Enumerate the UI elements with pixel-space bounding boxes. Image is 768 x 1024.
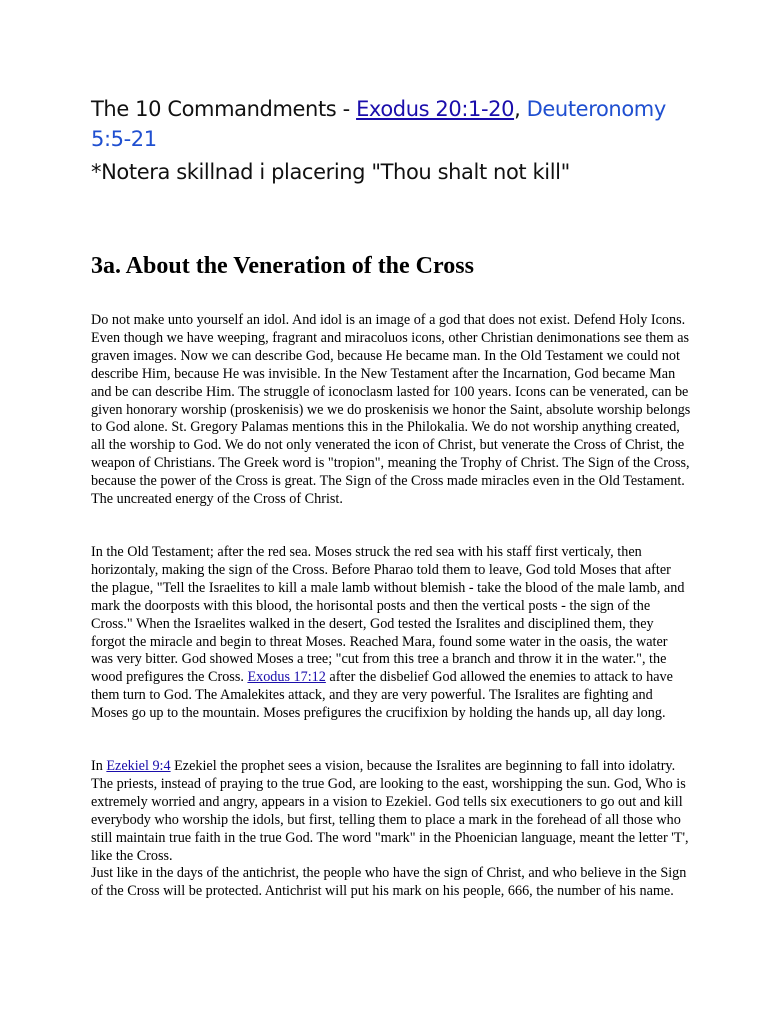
paragraph-3-text-a: In <box>91 758 107 774</box>
paragraph-2 <box>91 544 691 723</box>
paragraph-2-text-a: In the Old Testament; after the red sea. Moses struck the red sea with his staff first verticaly, then horizontaly, making the sign of the Cross. Before Pharao told them to leave, God told Moses that after the plague, "Tell the Israelites to kill a male lamb without blemish - take the blood of the male lamb, and mark the doorposts with this blood, the horisontal posts and then the vertical posts - the sign of the Cross." When the Israelites walked in the desert, God tested the Isralites and disciplined them, they forgot the miracle and begin to threat Moses. Reached Mara, found some water in the oasis, the water was very bitter. God showed Moses a tree; "cut from this tree a branch and throw it in the water.", the wood prefigures the Cross. <box>91 544 685 686</box>
section-title: 3a. About the Veneration of the Cross <box>91 253 474 279</box>
heading-note: *Notera skillnad i placering "Thou shalt not kill" <box>91 160 570 184</box>
paragraph-3 <box>91 758 691 901</box>
paragraph-1 <box>91 312 691 509</box>
ezekiel-link[interactable]: Ezekiel 9:4 <box>106 758 171 774</box>
heading-prefix: The 10 Commandments - <box>91 97 357 121</box>
exodus-link[interactable]: Exodus 20:1-20 <box>356 97 515 121</box>
heading-separator: , <box>514 97 527 121</box>
paragraph-2-text-b: after the disbelief God allowed the enemies to attack to have them turn to God. The Amalekites attack, and they are very powerful. The Isralites are fighting and Moses go up to the mountain. Moses prefigures the crucifixion by holding the hands up, all day long. <box>91 669 673 722</box>
deuteronomy-link[interactable]: Deuteronomy 5:5-21 <box>91 97 666 151</box>
exodus-17-link[interactable]: Exodus 17:12 <box>247 669 326 686</box>
paragraph-3-text-b: Ezekiel the prophet sees a vision, because the Isralites are beginning to fall into idolatry. The priests, instead of praying to the true God, are looking to the east, worshipping the sun. God, Who is extremely worried and angry, appears in a vision to Ezekiel. God tells six executioners to go out and kill everybody who worship the idols, but first, telling them to place a mark in the forehead of all those who still maintain true faith in the true God. The word "mark" in the Phoenician language, meant the letter 'T', like the Cross. <box>91 758 689 864</box>
paragraph-1-text: Do not make unto yourself an idol. And idol is an image of a god that does not exist. Defend Holy Icons. Even though we have weeping, fragrant and miracoluos icons, other Christian denimonations see them as graven images. Now we can describe God, because He became man. In the Old Testament we could not describe Him, because He was invisible. In the New Testament after the Incarnation, God became Man and be can describe Him. The struggle of iconoclasm lasted for 100 years. Icons can be venerated, can be given honorary worship (proskenisis) we we do proskenisis we honor the Saint, absolute worship belongs to God alone. St. Gregory Palamas mentions this in the Philokalia. We do not worship anything created, all the worship to God. We do not only venerated the icon of Christ, but venerate the Cross of Christ, the weapon of Christians. The Greek word is "tropion", meaning the Trophy of Christ. The Sign of the Cross, because the power of the Cross is great. The Sign of the Cross made miracles even in the Old Testament. The uncreated energy of the Cross of Christ. <box>91 312 691 508</box>
paragraph-4-text: Just like in the days of the antichrist, the people who have the sign of Christ, and who believe in the Sign of the Cross will be protected. Antichrist will put his mark on his people, 666, the number of his name. <box>91 865 687 900</box>
commandments-heading <box>91 94 691 154</box>
